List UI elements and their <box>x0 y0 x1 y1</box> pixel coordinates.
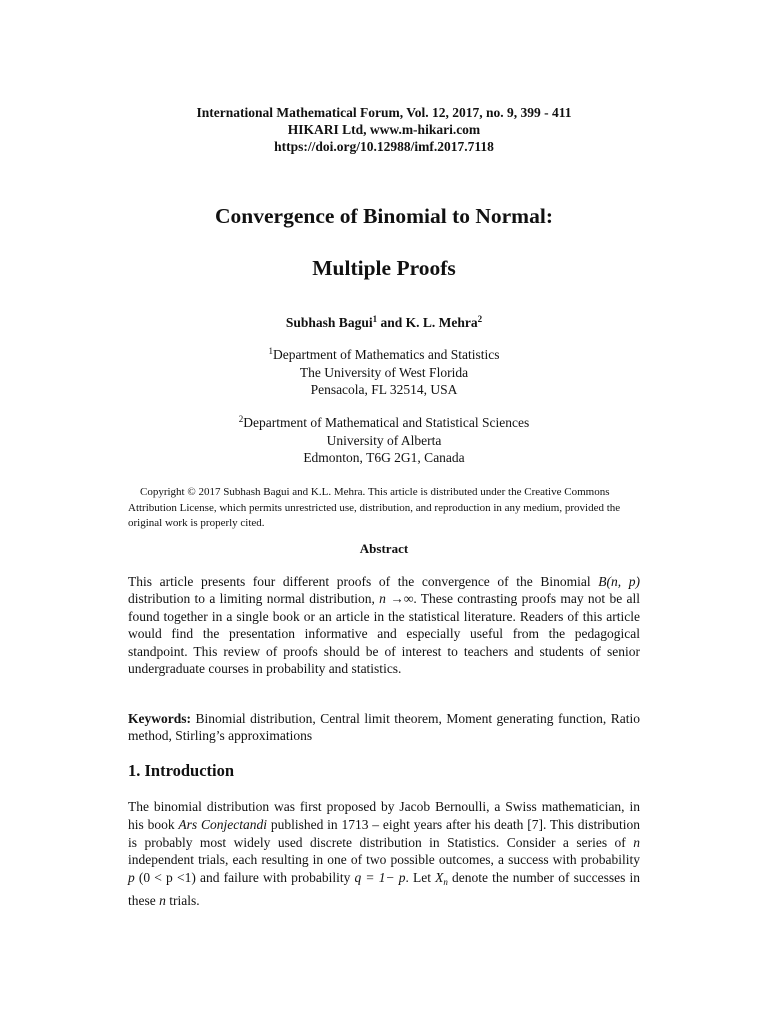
abstract-text: distribution to a limiting normal distribution, <box>128 591 380 607</box>
author-separator: and <box>377 315 406 330</box>
math-q: q = 1− p <box>354 870 406 886</box>
affil-department: Department of Mathematical and Statistical Sciences <box>243 415 530 430</box>
intro-text: The binomial distribution was first proposed by Jacob Bernoulli, a Swiss mathematician, in his book <box>128 799 640 832</box>
journal-header <box>0 104 768 155</box>
math-p-range: (0 < p <1) <box>134 870 200 886</box>
author-affil-mark: 2 <box>477 314 483 324</box>
math-p: p <box>128 870 135 886</box>
section-heading-introduction: 1. Introduction <box>128 761 235 780</box>
intro-text: independent trials, each resulting in one of two possible outcomes, a success with probability <box>128 852 640 868</box>
math-binomial: B(n, p) <box>598 574 640 589</box>
affiliation-1 <box>0 346 768 399</box>
book-title: Ars Conjectandi <box>178 816 267 832</box>
author-affil-mark: 1 <box>372 314 378 324</box>
math-n: n <box>633 834 640 850</box>
affil-address: Edmonton, T6G 2G1, Canada <box>303 450 465 465</box>
paper-title-line2: Multiple Proofs <box>312 256 456 280</box>
math-x: X <box>435 870 444 886</box>
author-name: K. L. Mehra <box>405 315 478 330</box>
affiliation-2 <box>0 414 768 467</box>
copyright-notice: Copyright © 2017 Subhash Bagui and K.L. Mehra. This article is distributed under the Creative Commons Attribution License, which permits unrestricted use, distribution, and reproduction in any medium, provided the original work is properly cited. <box>128 486 621 529</box>
abstract-text: This article presents four different proofs of the convergence of the Binomial <box>128 574 599 589</box>
affil-university: The University of West Florida <box>299 364 469 380</box>
intro-text: trials. <box>165 892 200 908</box>
author-list <box>0 315 768 331</box>
math-x-subscript: n <box>443 877 448 888</box>
intro-text: published in 1713 – eight years after his death [7]. This distribution is probably most widely used discrete distribution in Statistics. Consider a series of <box>128 816 640 850</box>
introduction-paragraph <box>128 798 640 910</box>
journal-citation: International Mathematical Forum, Vol. 12, 2017, no. 9, 399 - 411 <box>196 105 572 120</box>
keywords-text: Binomial distribution, Central limit theorem, Moment generating function, Ratio method, Stirling’s approximations <box>128 711 640 744</box>
paper-title-line1: Convergence of Binomial to Normal: <box>215 204 553 228</box>
keywords <box>128 710 640 745</box>
keywords-label: Keywords: <box>128 711 191 726</box>
journal-publisher: HIKARI Ltd, www.m-hikari.com <box>287 122 481 137</box>
affil-mark: 1 <box>268 346 274 356</box>
affil-department: Department of Mathematics and Statistics <box>273 347 500 362</box>
affil-mark: 2 <box>238 414 244 424</box>
math-n: n <box>159 892 166 908</box>
abstract-body <box>128 573 640 677</box>
abstract-text: . These contrasting proofs may not be all found together in a single book or an article in the statistical literature. Readers of this article would find the presentation informative and especially useful from the pedagogical standpoint. This review of proofs should be of interest to teachers and students of senior undergraduate courses in probability and statistics. <box>128 591 641 677</box>
affil-address: Pensacola, FL 32514, USA <box>310 382 458 397</box>
intro-text: and failure with probability <box>199 870 355 886</box>
affil-university: University of Alberta <box>326 432 442 448</box>
author-name: Subhash Bagui <box>285 315 373 330</box>
intro-text: denote the number of successes in these <box>128 870 640 908</box>
abstract-heading: Abstract <box>359 541 409 556</box>
journal-doi: https://doi.org/10.12988/imf.2017.7118 <box>274 139 494 154</box>
math-limit: n →∞ <box>379 591 414 607</box>
intro-text: . Let <box>405 870 436 886</box>
